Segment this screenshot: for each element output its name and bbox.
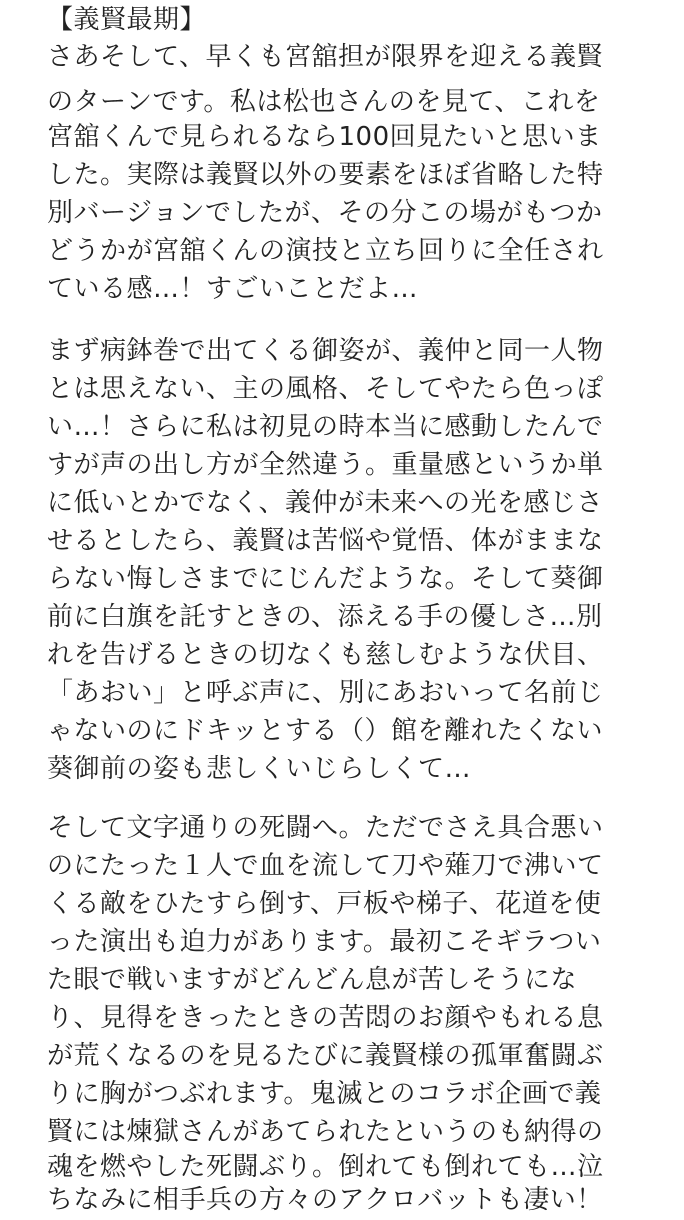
text-line: そして文字通りの死闘へ。ただでさえ具合悪い bbox=[47, 813, 604, 843]
text-line: らない悔しさまでにじんだような。そして葵御 bbox=[47, 564, 604, 594]
text-line: 葵御前の姿も悲しくいじらしくて… bbox=[47, 754, 472, 784]
text-line: れを告げるときの切なくも慈しむような伏目、 bbox=[47, 640, 604, 670]
text-line: ちなみに相手兵の方々のアクロバットも凄い！ bbox=[47, 1185, 603, 1215]
text-line: すが声の出し方が全然違う。重量感というか単 bbox=[47, 450, 604, 480]
text-line: りに胸がつぶれます。鬼滅とのコラボ企画で義 bbox=[47, 1079, 602, 1109]
text-line: さあそして、早くも宮舘担が限界を迎える義賢 bbox=[47, 42, 603, 72]
text-line: とは思えない、主の風格、そしてやたら色っぽ bbox=[47, 374, 604, 404]
text-line: ゃないのにドキッとする（）館を離れたくない bbox=[47, 716, 603, 746]
text-line: 別バージョンでしたが、その分この場がもつか bbox=[47, 198, 603, 228]
text-line: のターンです。私は松也さんのを見て、これを bbox=[47, 87, 601, 117]
text-line: り、見得をきったときの苦悶のお顔やもれる息 bbox=[47, 1003, 604, 1033]
text-line: 宮舘くんで見られるなら100回見たいと思いま bbox=[47, 122, 602, 152]
text-line: 「あおい」と呼ぶ声に、別にあおいって名前じ bbox=[47, 678, 604, 708]
text-line: ている感…！すごいことだよ… bbox=[47, 274, 419, 304]
text-line: に低いとかでなく、義仲が未来への光を感じさ bbox=[47, 488, 603, 518]
text-line: 賢には煉獄さんがあてられたというのも納得の bbox=[47, 1117, 604, 1147]
text-line: った演出も迫力があります。最初こそギラつい bbox=[47, 927, 602, 957]
text-line: どうかが宮舘くんの演技と立ち回りに全任され bbox=[47, 236, 604, 266]
text-line: が荒くなるのを見るたびに義賢様の孤軍奮闘ぶ bbox=[47, 1041, 604, 1071]
text-line: くる敵をひたすら倒す、戸板や梯子、花道を使 bbox=[47, 889, 602, 919]
text-line: 前に白旗を託すときの、添える手の優しさ…別 bbox=[47, 602, 603, 632]
text-line: た眼で戦いますがどんどん息が苦しそうにな bbox=[47, 965, 578, 995]
text-line: した。実際は義賢以外の要素をほぼ省略した特 bbox=[47, 160, 604, 190]
text-line: せるとしたら、義賢は苦悩や覚悟、体がままな bbox=[47, 526, 604, 556]
text-line: まず病鉢巻で出てくる御姿が、義仲と同一人物 bbox=[47, 336, 604, 366]
text-line: 魂を燃やした死闘ぶり。倒れても倒れても…泣 bbox=[47, 1152, 604, 1182]
text-line: い…！さらに私は初見の時本当に感動したんで bbox=[47, 412, 604, 442]
text-line: のにたった１人で血を流して刀や薙刀で沸いて bbox=[47, 851, 604, 881]
section-title: 【義賢最期】 bbox=[47, 5, 207, 35]
